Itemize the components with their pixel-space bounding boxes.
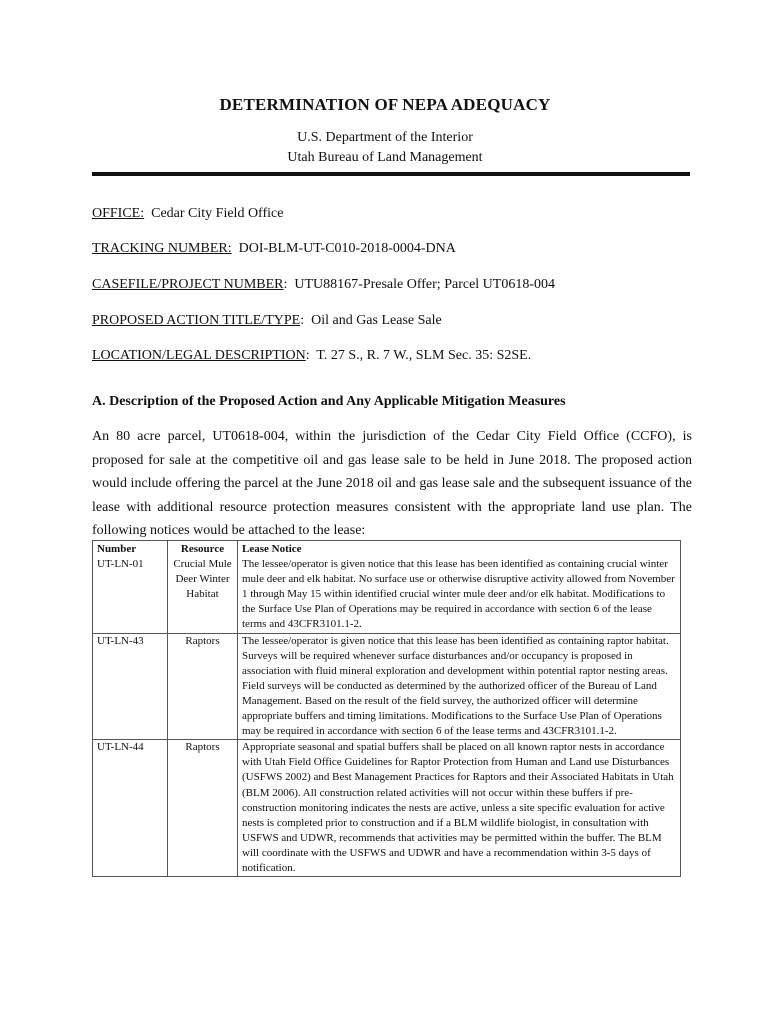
- row-number: UT-LN-01: [93, 557, 168, 633]
- header-resource: Resource: [168, 541, 238, 558]
- office-label: OFFICE:: [92, 206, 145, 221]
- document-title: DETERMINATION OF NEPA ADEQUACY: [219, 95, 551, 114]
- proposed-action-value: : Oil and Gas Lease Sale: [300, 313, 442, 328]
- header-divider: [92, 172, 690, 176]
- row-number: UT-LN-43: [93, 633, 168, 740]
- tracking-number-field: [92, 241, 456, 257]
- table-header-row: [93, 541, 681, 558]
- casefile-value: : UTU88167-Presale Offer; Parcel UT0618-004: [283, 277, 556, 292]
- proposed-action-label: PROPOSED ACTION TITLE/TYPE: [92, 313, 301, 328]
- row-resource: Crucial Mule Deer Winter Habitat: [168, 557, 238, 633]
- header-number: Number: [93, 541, 168, 558]
- row-resource: Raptors: [168, 740, 238, 877]
- location-label: LOCATION/LEGAL DESCRIPTION: [92, 348, 306, 363]
- bureau-line: Utah Bureau of Land Management: [287, 150, 483, 165]
- section-a-heading: A. Description of the Proposed Action and Any Applicable Mitigation Measures: [92, 394, 566, 409]
- office-value: Cedar City Field Office: [144, 206, 284, 221]
- table-row: [93, 557, 681, 633]
- row-lease-notice: The lessee/operator is given notice that this lease has been identified as containing raptor habitat. Surveys will be required whenever surface disturbances and/or occupancy is proposed in association with fluid mineral exploration and development within potential raptor nesting areas. Field surveys will be conducted as determined by the authorized officer of the Bureau of Land Management. Based on the result of the field survey, the authorized officer will determine appropriate buffers and timing limitations. Modifications to the Surface Use Plan of Operations may be required in accordance with section 6 of the lease terms and 43CFR3101.1-2.: [238, 633, 681, 740]
- proposed-action-field: [92, 313, 442, 329]
- location-field: [92, 348, 531, 364]
- tracking-number-label: TRACKING NUMBER:: [92, 241, 232, 256]
- casefile-field: [92, 277, 555, 293]
- row-resource: Raptors: [168, 633, 238, 740]
- tracking-number-value: DOI-BLM-UT-C010-2018-0004-DNA: [231, 241, 456, 256]
- table-row: [93, 633, 681, 740]
- section-a-paragraph: An 80 acre parcel, UT0618-004, within the jurisdiction of the Cedar City Field Office (CCFO), is proposed for sale at the competitive oil and gas lease sale to be held in June 2018. The proposed action would include offering the parcel at the June 2018 oil and gas lease sale and the subsequent issuance of the lease with additional resource protection measures consistent with the appropriate land use plan. The following notices would be attached to the lease:: [92, 429, 692, 539]
- casefile-label: CASEFILE/PROJECT NUMBER: [92, 277, 284, 292]
- header-lease-notice: Lease Notice: [238, 541, 681, 558]
- row-lease-notice: Appropriate seasonal and spatial buffers shall be placed on all known raptor nests in accordance with Utah Field Office Guidelines for Raptor Protection from Human and Land use Disturbances (USFWS 2002) and Best Management Practices for Raptors and their Associated Habitats in Utah (BLM 2006). All construction related activities will not occur within these buffers if pre-construction monitoring indicates the nests are active, unless a site specific evaluation for active nests is completed prior to construction and if a BLM wildlife biologist, in consultation with USFWS and UDWR, recommends that activities may be permitted within the buffer. The BLM will coordinate with the USFWS and UDWR and have a recommendation within 3-5 days of notification.: [238, 740, 681, 877]
- office-field: [92, 206, 283, 222]
- table-row: [93, 740, 681, 877]
- lease-notices-table: [92, 540, 681, 877]
- row-lease-notice: The lessee/operator is given notice that this lease has been identified as containing crucial winter mule deer and elk habitat. No surface use or otherwise disruptive activity allowed from November 1 through May 15 within identified crucial winter mule deer and/or elk habitat. Modifications to the Surface Use Plan of Operations may be required in accordance with section 6 of the lease terms and 43CFR3101.1-2.: [238, 557, 681, 633]
- location-value: : T. 27 S., R. 7 W., SLM Sec. 35: S2SE.: [305, 348, 532, 363]
- department-line: U.S. Department of the Interior: [297, 130, 473, 145]
- row-number: UT-LN-44: [93, 740, 168, 877]
